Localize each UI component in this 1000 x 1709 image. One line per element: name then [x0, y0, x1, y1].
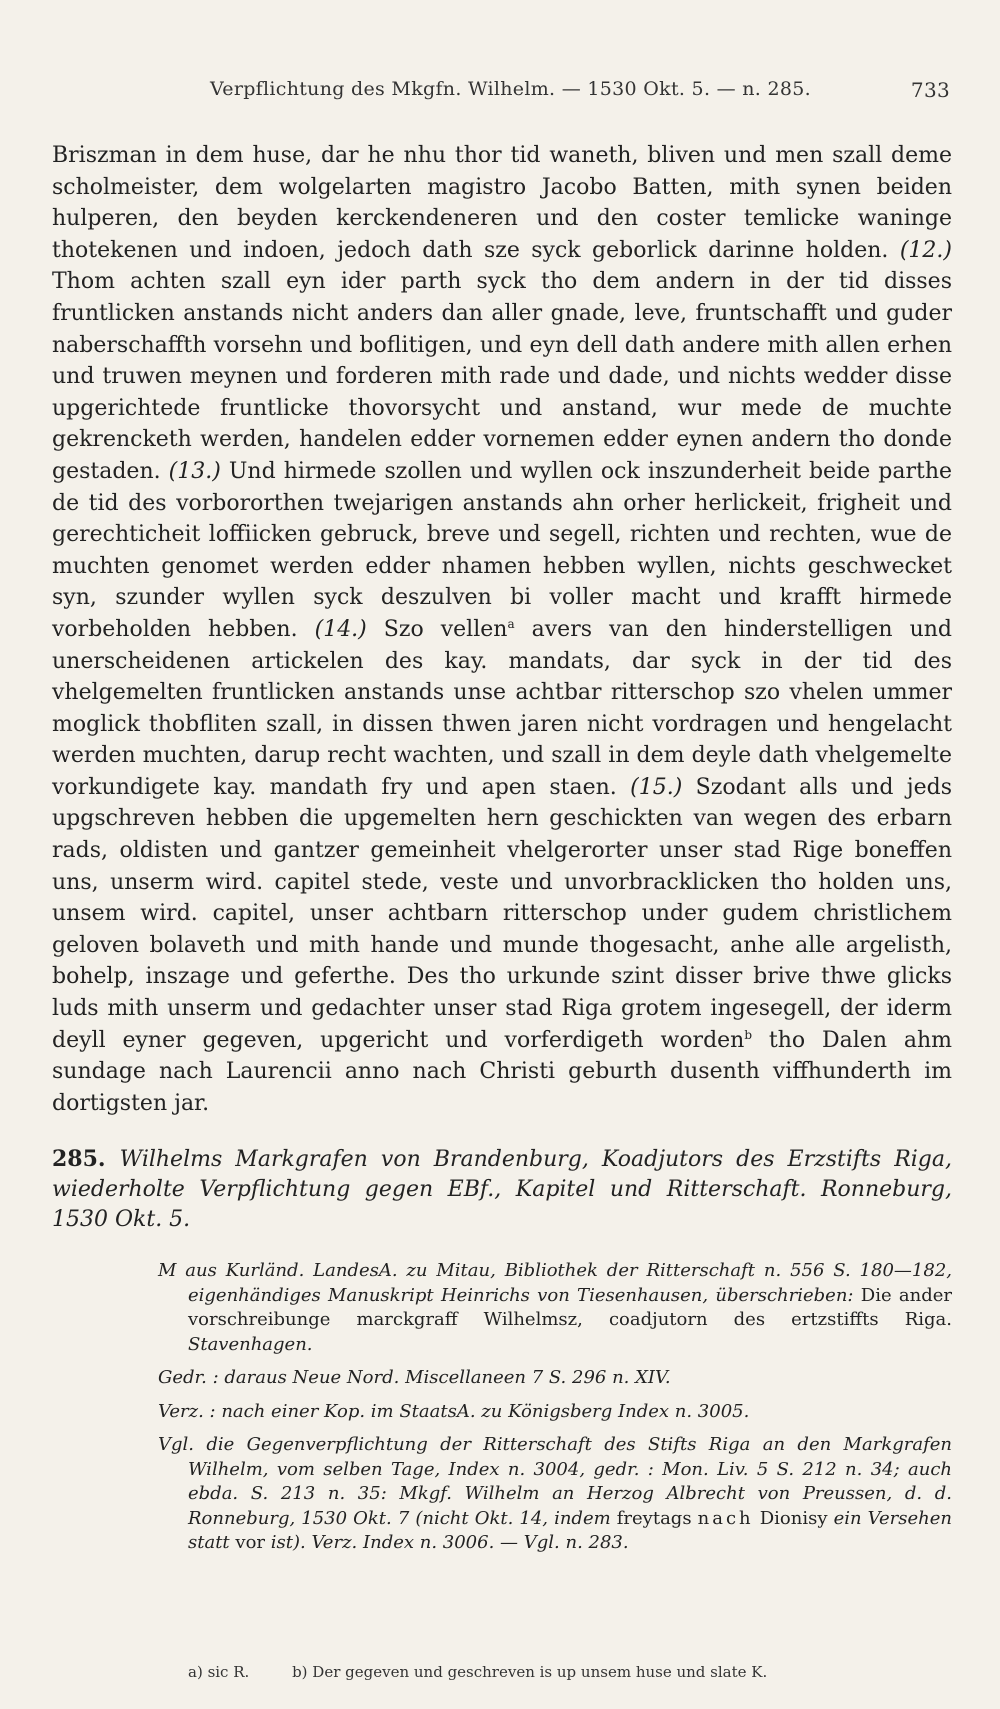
- running-header: [210, 78, 950, 100]
- compare-text: ist). Verz. Index n. 3006. — Vgl. n. 283.: [270, 1532, 629, 1553]
- section-marker-13: (13.): [168, 458, 221, 484]
- compare-text: Vgl. die Gegenverpflichtung der Ritterschaft des Stifts Riga an den Markgrafen Wilhelm, vom selben Tage, Index n. 3004, gedr. : Mon. Liv. 5 S. 212 n. 34; auch ebda. S. 213 n. 35: Mkgf. Wilhelm an Herzog Albrecht von Preussen, d. d. Ronneburg, 1530 Okt. 7 (nicht Okt. 14, indem: [158, 1434, 952, 1529]
- compare-note: [158, 1433, 952, 1556]
- running-title: Verpflichtung des Mkgfn. Wilhelm. — 1530 Okt. 5. — n. 285.: [210, 78, 811, 100]
- source-notes: [158, 1259, 952, 1565]
- source-place: Stavenhagen.: [188, 1333, 313, 1355]
- footnotes: [188, 1663, 948, 1681]
- text-run: Thom achten szall eyn ider parth syck tho dem andern in der tid disses fruntlicken anstands nicht anders dan aller gnade, leve, fruntschafft und guder naberschaffth vorsehn und boflitigen, und eyn dell dath andere mith allen erhen und truwen meynen und forderen mith rade und dade, und nichts wedder disse upgerichtede fruntlicke thovorsycht und anstand, wur mede de muchte gekrencketh werden, handelen edder vornemen edder eynen andern tho donde gestaden.: [52, 269, 952, 484]
- text-run: Und hirmede szollen und wyllen ock inszunderheit beide parthe de tid des vorbororthen twejarigen anstands ahn orher herlickeit, frigheit und gerechticheit loffiicken gebruck, breve und segell, richten und rechten, wue de muchten genomet werden edder nhamen hebben wyllen, nichts geschwecket syn, szunder wyllen syck deszulven bi voller macht und krafft hirmede vorbeholden hebben.: [52, 458, 953, 642]
- text-paragraph: [52, 140, 952, 1119]
- page-number: 733: [910, 78, 950, 102]
- index-note: Verz. : nach einer Kop. im StaatsA. zu Königsberg Index n. 3005.: [158, 1400, 750, 1422]
- section-marker-12: (12.): [899, 237, 952, 263]
- source-title: Die ander vorschreibunge marckgraff Wilhelmsz, coadjutorn des ertzstiffts Riga.: [188, 1284, 952, 1330]
- footnote-a: a) sic R.: [188, 1663, 250, 1681]
- document-title: Wilhelms Markgrafen von Brandenburg, Koadjutors des Erzstifts Riga, wiederholte Verpflichtung gegen EBf., Kapitel und Ritterschaft. Ronneburg, 1530 Okt. 5.: [52, 1147, 952, 1232]
- source-note: [158, 1259, 952, 1357]
- text-run: Szodant alls und jeds upgschreven hebben die upgemelten hern geschickten van wegen des erbarn rads, oldisten und gantzer gemeinheit vhelgerorter unser stad Rige boneffen uns, unserm wird. capitel stede, veste und unvorbracklicken tho holden uns, unsem wird. capitel, unser achtbarn ritterschop under gudem christlichem geloven bolaveth und mith hande und munde thogesacht, anhe alle argelisth, bohelp, inszage und geferthe. Des tho urkunde szint disser brive thwe glicks luds mith unserm und gedachter unser stad Riga grotem ingesegell, der iderm deyll eyner gegeven, upgericht und vorferdigeth worden: [52, 774, 952, 1053]
- document-heading: [52, 1144, 952, 1235]
- footnote-ref-a: a: [507, 616, 515, 631]
- section-marker-15: (15.): [630, 774, 683, 800]
- printed-note: Gedr. : daraus Neue Nord. Miscellaneen 7 S. 296 n. XIV.: [158, 1367, 671, 1388]
- compare-quote: freytags: [616, 1507, 692, 1529]
- compare-text: ein Versehen statt: [188, 1507, 952, 1553]
- section-marker-14: (14.): [314, 616, 367, 642]
- text-run: Briszman in dem huse, dar he nhu thor tid waneth, bliven und men szall deme scholmeister, dem wolgelarten magistro Jacobo Batten, mith synen beiden hulperen, den beyden kerckendeneren und den coster temlicke waninge thotekenen und indoen, jedoch dath sze syck geborlick darinne holden.: [52, 143, 952, 263]
- compare-quote: Dionisy: [759, 1507, 828, 1529]
- main-text: [52, 140, 952, 1119]
- document-number: 285.: [52, 1146, 106, 1172]
- compare-quote: vor: [235, 1532, 266, 1553]
- compare-quote-spaced: nach: [697, 1507, 754, 1529]
- source-archive: M aus Kurländ. LandesA. zu Mitau, Bibliothek der Ritterschaft n. 556 S. 180—182, eigenhändiges Manuskript Heinrichs von Tiesenhausen, überschrieben:: [158, 1260, 952, 1306]
- text-run: Szo vellen: [383, 616, 508, 642]
- text-run: tho Dalen ahm sundage nach Laurencii anno nach Christi geburth dusenth viffhunderth im dortigsten jar.: [52, 1027, 952, 1116]
- text-run: avers van den hinderstelligen und unerscheidenen artickelen des kay. mandats, dar syck in der tid des vhelgemelten fruntlicken anstands unse achtbar ritterschop szo vhelen ummer moglick thobfliten szall, in dissen thwen jaren nicht vordragen und hengelacht werden muchten, darup recht wachten, und szall in dem deyle dath vhelgemelte vorkundigete kay. mandath fry und apen staen.: [52, 616, 953, 800]
- footnote-b: b) Der gegeven und geschreven is up unsem huse und slate K.: [292, 1663, 768, 1681]
- footnote-ref-b: b: [744, 1027, 753, 1042]
